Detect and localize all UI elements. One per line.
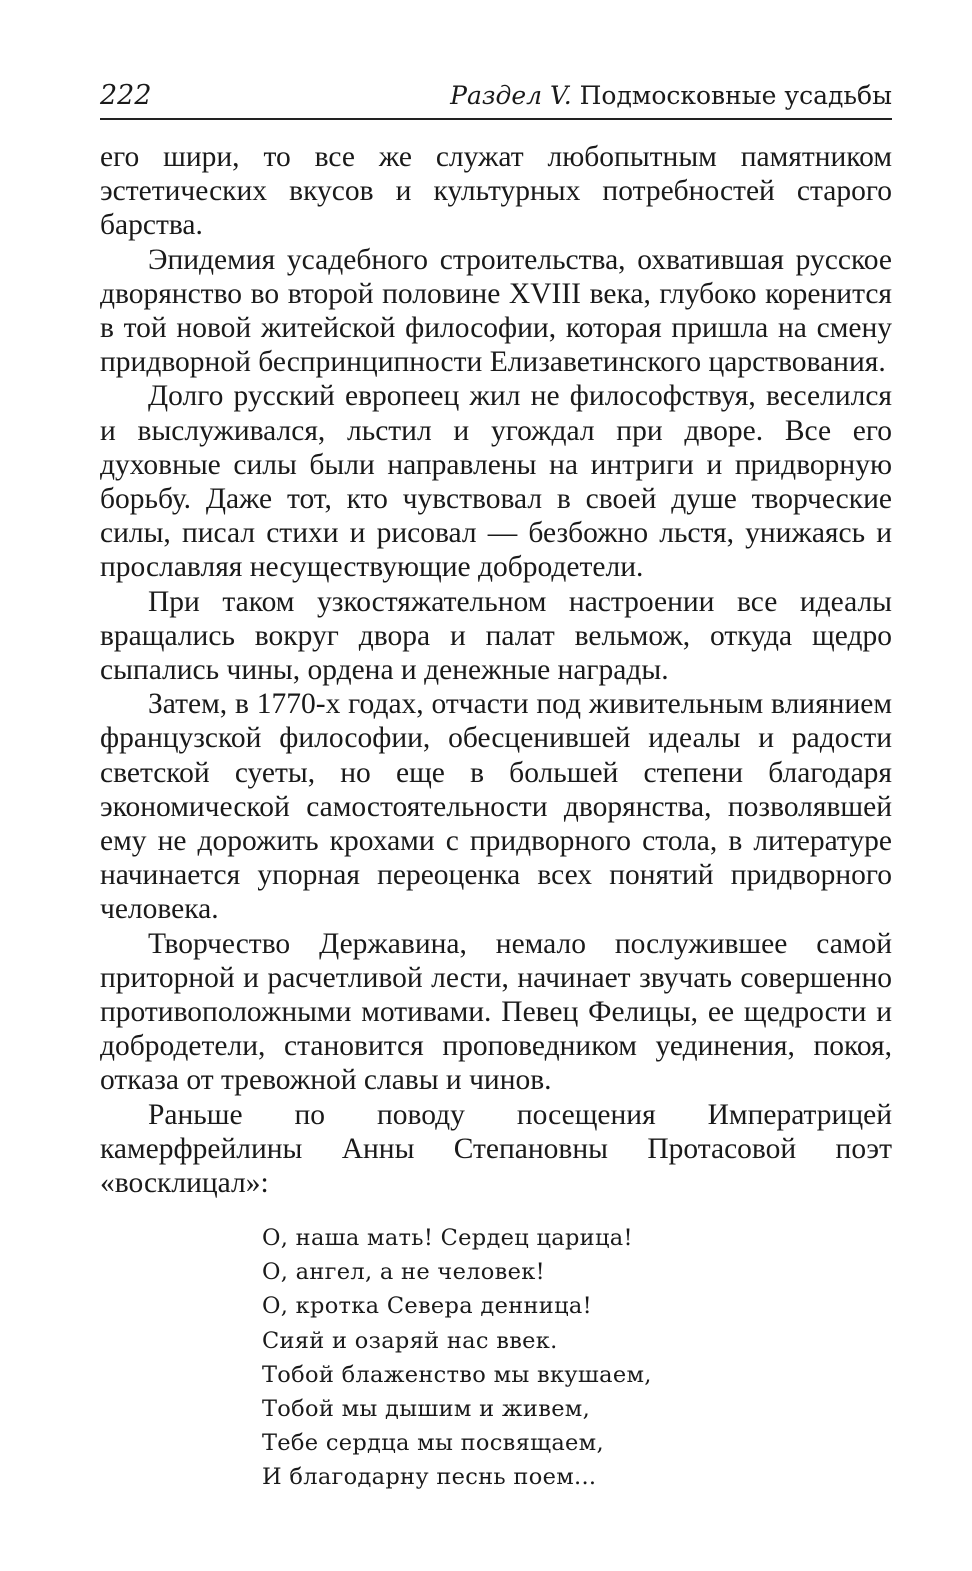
body-text — [100, 140, 892, 1200]
paragraph: Эпидемия усадебного строительства, охватившая русское дворянство во второй половине XVIII века, глубоко коренится в той новой житейской философии, которая пришла на смену придворной беспринципности Елизаветинского царствования. — [100, 243, 892, 379]
running-head — [450, 78, 892, 114]
section-title: Подмосковные усадьбы — [579, 81, 892, 110]
poem-line: Тобой мы дышим и живем, — [262, 1396, 591, 1423]
poem-quote — [262, 1221, 652, 1495]
poem-line: О, кротка Севера денница! — [262, 1293, 592, 1320]
paragraph: Затем, в 1770-х годах, отчасти под живительным влиянием французской философии, обесценившей идеалы и радости светской суеты, но еще в большей степени благодаря экономической самостоятельности дворянства, позволявшей ему не дорожить крохами с придворного стола, в литературе начинается упорная переоценка всех понятий придворного человека. — [100, 688, 892, 926]
poem-line: И благодарну песнь поем... — [262, 1464, 597, 1491]
page-number: 222 — [100, 80, 152, 111]
paragraph: При таком узкостяжательном настроении все идеалы вращались вокруг двора и палат вельмож, откуда щедро сыпались чины, ордена и денежные награды. — [100, 585, 892, 687]
paragraph: Творчество Державина, немало послужившее самой приторной и расчетливой лести, начинает звучать совершенно противоположными мотивами. Певец Фелицы, ее щедрости и добродетели, становится проповедником уединения, покоя, отказа от тревожной славы и чинов. — [100, 927, 892, 1097]
poem-line: О, наша мать! Сердец царица! — [262, 1225, 633, 1251]
poem-line: Сияй и озаряй нас ввек. — [262, 1327, 558, 1354]
paragraph: Долго русский европеец жил не философствуя, веселился и выслуживался, льстил и угождал при дворе. Все его духовные силы были направлены на интриги и придворную борьбу. Даже тот, кто чувствовал в своей душе творческие силы, писал стихи и рисовал — безбожно льстя, унижаясь и прославляя несуществующие добродетели. — [100, 380, 892, 584]
paragraph: его шири, то все же служат любопытным памятником эстетических вкусов и культурных потребностей старого барства. — [100, 141, 892, 242]
paragraph: Раньше по поводу посещения Императрицей камерфрейлины Анны Степановны Протасовой поэт «восклицал»: — [100, 1098, 892, 1200]
section-label: Раздел V. — [450, 81, 572, 110]
poem-line: Тобой блаженство мы вкушаем, — [262, 1361, 652, 1388]
poem-line: О, ангел, а не человек! — [262, 1259, 545, 1286]
poem-line: Тебе сердца мы посвящаем, — [262, 1430, 604, 1457]
running-header — [100, 78, 892, 120]
